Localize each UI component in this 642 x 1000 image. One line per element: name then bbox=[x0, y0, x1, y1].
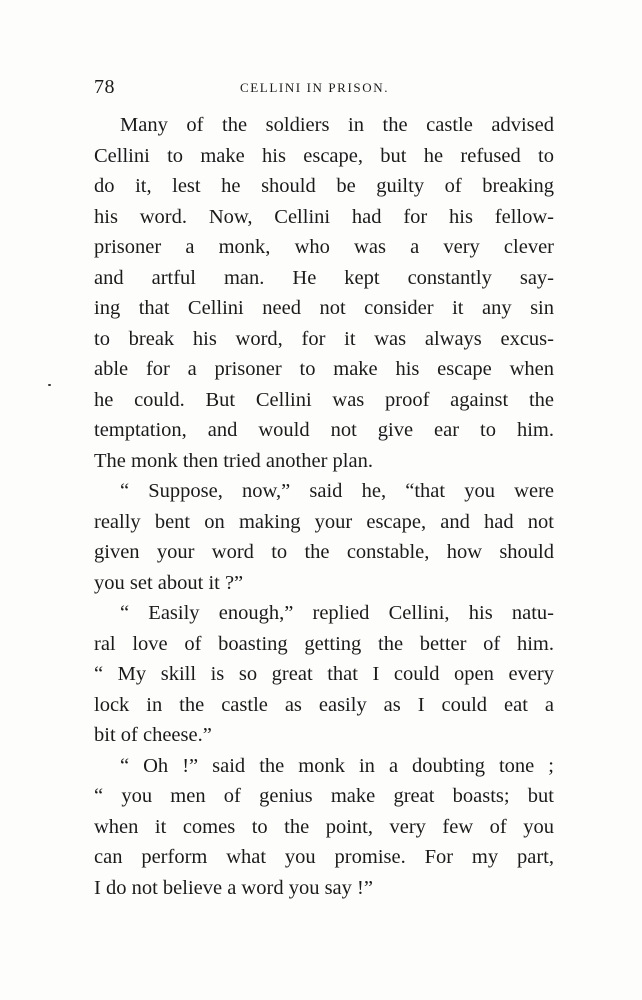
text-line: when it comes to the point, very few of you bbox=[94, 815, 554, 838]
text-line: you set about it ?” bbox=[94, 571, 244, 594]
running-title: CELLINI IN PRISON. bbox=[240, 80, 390, 95]
page-number: 78 bbox=[94, 76, 115, 98]
text-line: do it, lest he should be guilty of breaking bbox=[94, 175, 554, 197]
text-line: Many of the soldiers in the castle advised bbox=[120, 114, 554, 136]
text-line: Cellini to make his escape, but he refused to bbox=[94, 144, 554, 167]
text-line: “ Suppose, now,” said he, “that you were bbox=[120, 480, 554, 502]
text-line: The monk then tried another plan. bbox=[94, 449, 373, 472]
text-line: “ My skill is so great that I could open every bbox=[94, 663, 554, 685]
text-line: to break his word, for it was always excus- bbox=[94, 327, 554, 350]
text-line: he could. But Cellini was proof against the bbox=[94, 388, 554, 411]
text-line: lock in the castle as easily as I could eat a bbox=[94, 693, 554, 716]
text-line: can perform what you promise. For my part, bbox=[94, 846, 554, 868]
text-line: ing that Cellini need not consider it any sin bbox=[94, 297, 554, 319]
text-line: “ Oh !” said the monk in a doubting tone ; bbox=[120, 754, 554, 777]
text-line: temptation, and would not give ear to him. bbox=[94, 419, 554, 441]
body-text bbox=[94, 110, 554, 903]
text-line: able for a prisoner to make his escape when bbox=[94, 358, 554, 380]
text-line: “ you men of genius make great boasts; but bbox=[94, 785, 554, 807]
text-line: really bent on making your escape, and had not bbox=[94, 510, 554, 533]
text-line: prisoner a monk, who was a very clever bbox=[94, 236, 554, 258]
text-line: and artful man. He kept constantly say- bbox=[94, 266, 554, 289]
text-line: I do not believe a word you say !” bbox=[94, 876, 373, 899]
text-line: bit of cheese.” bbox=[94, 724, 212, 746]
text-line: “ Easily enough,” replied Cellini, his natu- bbox=[120, 602, 554, 624]
print-speck bbox=[48, 384, 51, 386]
text-line: ral love of boasting getting the better of him. bbox=[94, 632, 554, 655]
running-head bbox=[94, 76, 554, 100]
text-line: his word. Now, Cellini had for his fellow- bbox=[94, 205, 554, 228]
text-line: given your word to the constable, how should bbox=[94, 541, 554, 563]
